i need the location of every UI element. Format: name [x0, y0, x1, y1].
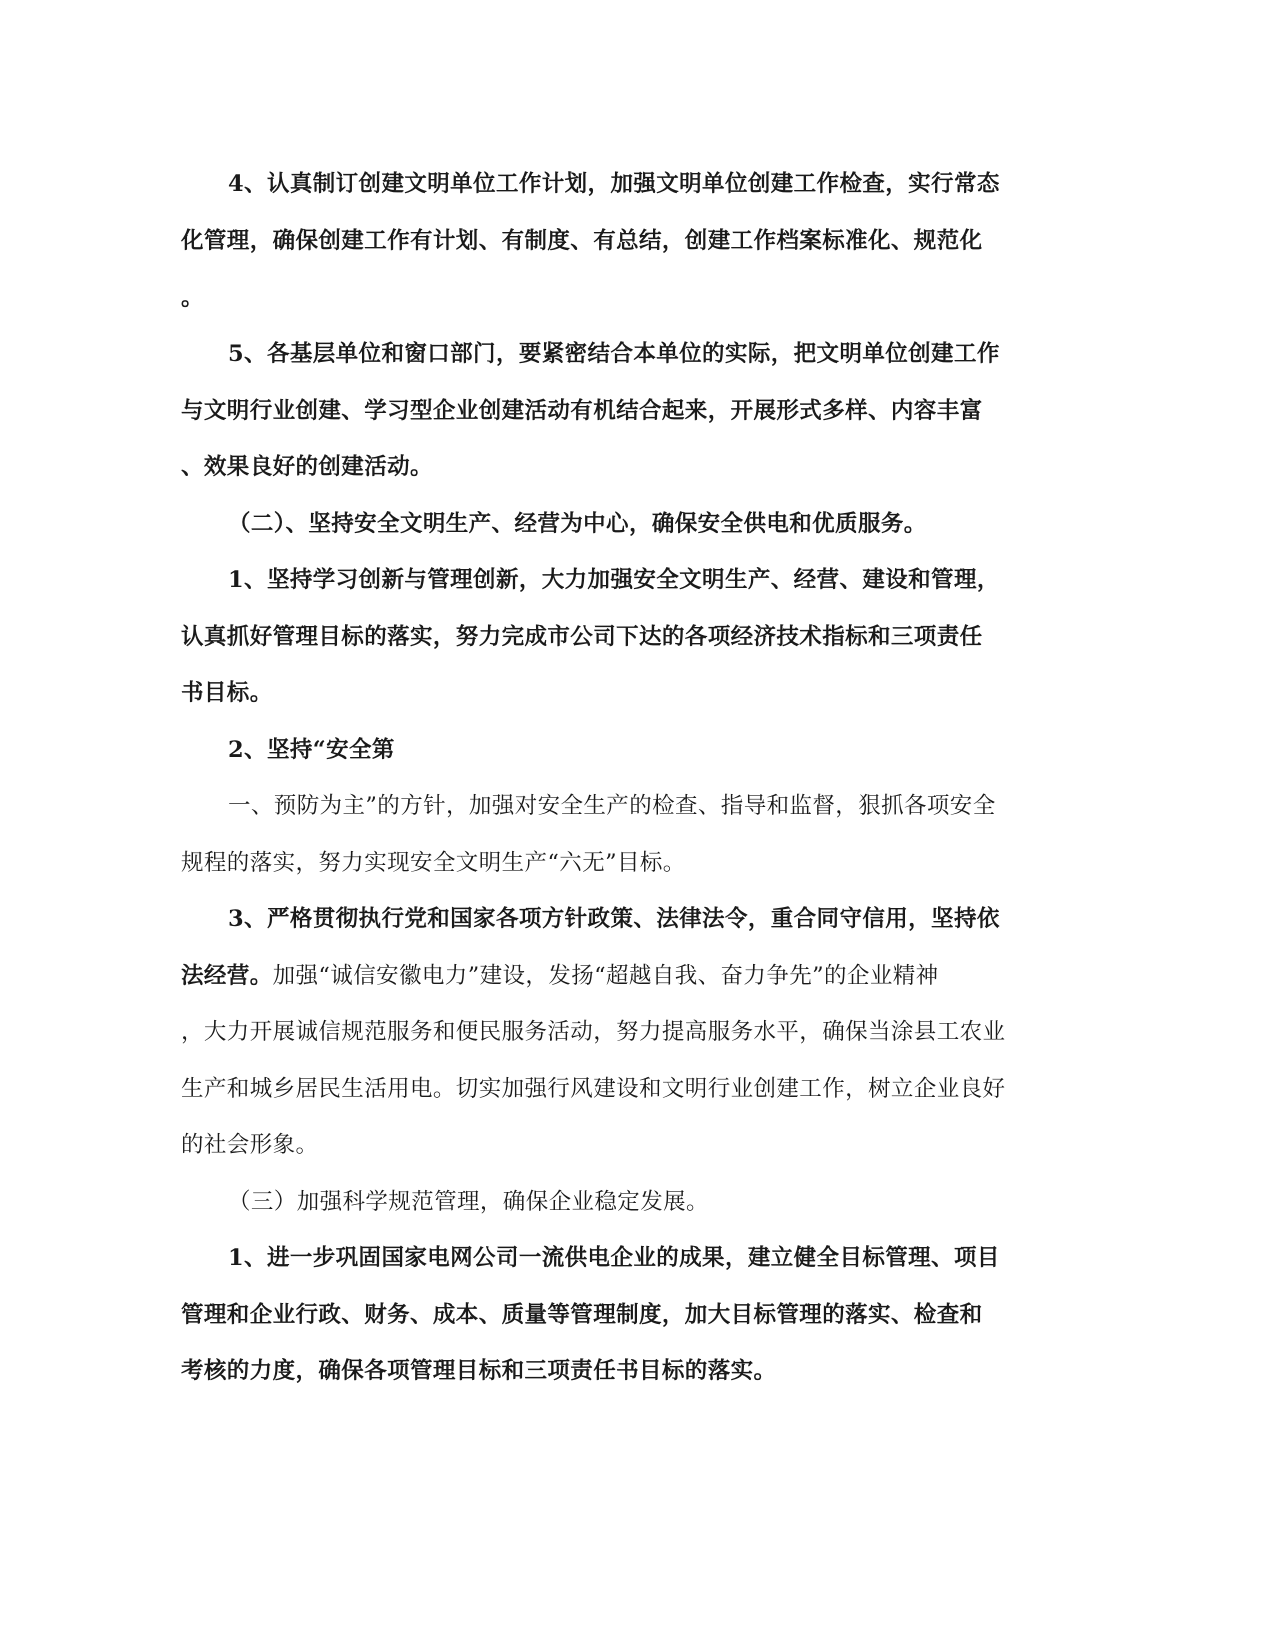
section-2-item-1-line-3: 书目标。 [181, 680, 273, 706]
paragraph-5-line-2: 与文明行业创建、学习型企业创建活动有机结合起来，开展形式多样、内容丰富 [181, 398, 983, 424]
section-2-item-3-line-5: 的社会形象。 [181, 1132, 319, 1158]
paragraph-4-line-2: 化管理，确保创建工作有计划、有制度、有总结，创建工作档案标准化、规范化 [181, 228, 983, 254]
section-2-item-1-line-1: 1、坚持学习创新与管理创新，大力加强安全文明生产、经营、建设和管理， [228, 567, 1000, 593]
section-3-item-1-line-3: 考核的力度，确保各项管理目标和三项责任书目标的落实。 [181, 1358, 777, 1384]
section-2-item-2-line-2: 一、预防为主”的方针，加强对安全生产的检查、指导和监督，狠抓各项安全 [228, 793, 996, 819]
section-2-item-3-line-4: 生产和城乡居民生活用电。切实加强行风建设和文明行业创建工作，树立企业良好 [181, 1076, 1006, 1102]
section-2-item-1-line-2: 认真抓好管理目标的落实，努力完成市公司下达的各项经济技术指标和三项责任 [181, 624, 983, 650]
section-2-item-3-line-2 [181, 961, 939, 991]
section-2-item-2-line-1: 2、坚持“安全第 [228, 737, 395, 763]
section-2-heading: （二）、坚持安全文明生产、经营为中心，确保安全供电和优质服务。 [228, 511, 927, 537]
paragraph-4-line-3: 。 [181, 285, 204, 311]
section-3-heading: （三）加强科学规范管理，确保企业稳定发展。 [228, 1189, 709, 1215]
paragraph-4-line-1: 4、认真制订创建文明单位工作计划，加强文明单位创建工作检查，实行常态 [228, 171, 1000, 197]
paragraph-5-line-1: 5、各基层单位和窗口部门，要紧密结合本单位的实际，把文明单位创建工作 [228, 341, 1000, 367]
section-2-item-3-line-3: ，大力开展诚信规范服务和便民服务活动，努力提高服务水平，确保当涂县工农业 [181, 1019, 1006, 1045]
section-2-item-2-line-3: 规程的落实，努力实现安全文明生产“六无”目标。 [181, 850, 686, 876]
section-2-item-3-line-1: 3、严格贯彻执行党和国家各项方针政策、法律法令，重合同守信用，坚持依 [228, 906, 1000, 932]
section-3-item-1-line-1: 1、进一步巩固国家电网公司一流供电企业的成果，建立健全目标管理、项目 [228, 1245, 1000, 1271]
section-2-item-3-line-2-bold: 法经营。 [181, 963, 273, 989]
section-3-item-1-line-2: 管理和企业行政、财务、成本、质量等管理制度，加大目标管理的落实、检查和 [181, 1302, 983, 1328]
section-2-item-3-line-2-regular: 加强“诚信安徽电力”建设，发扬“超越自我、奋力争先”的企业精神 [272, 963, 939, 989]
paragraph-5-line-3: 、效果良好的创建活动。 [181, 454, 433, 480]
